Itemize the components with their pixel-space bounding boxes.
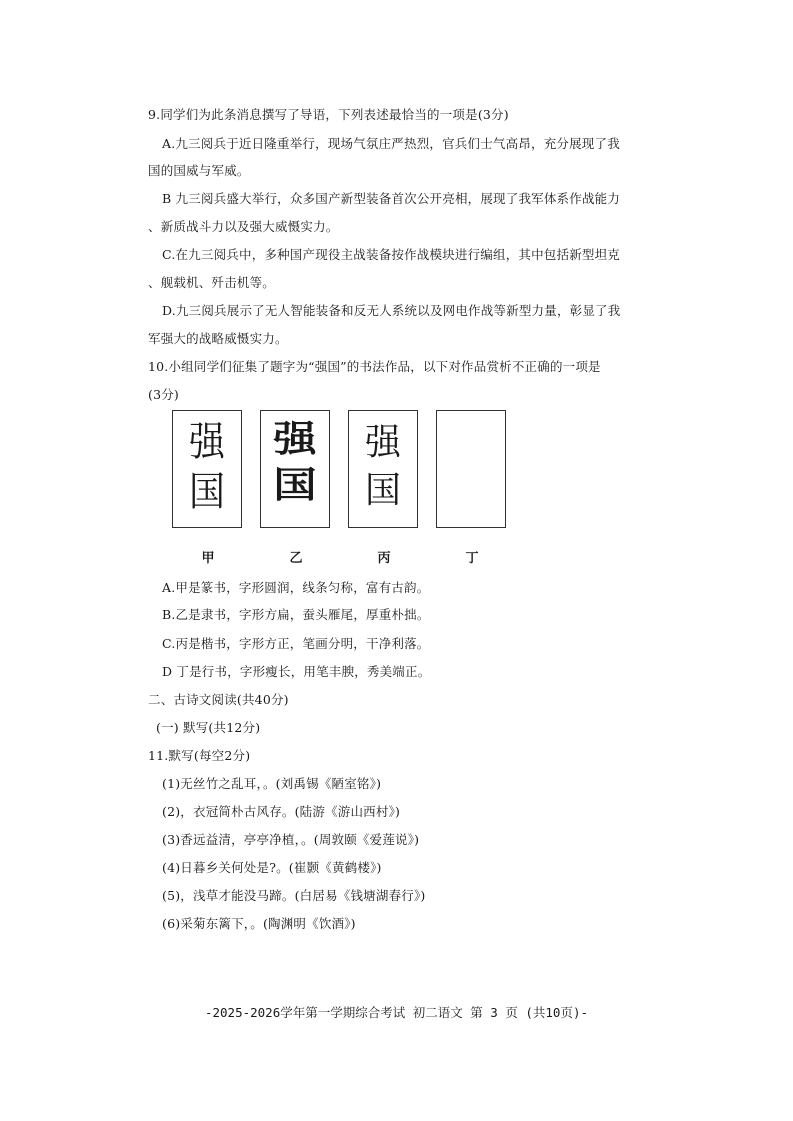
q11-item-1: (1)无丝竹之乱耳，。(刘禹锡《陋室铭》) — [162, 776, 382, 791]
q11-stem: 11.默写(每空2分) — [148, 748, 251, 763]
caption-yi: 乙 — [289, 551, 303, 566]
q10-option-c: C.丙是楷书，字形方正，笔画分明，干净利落。 — [162, 636, 430, 651]
calligraphy-card-bing — [348, 410, 418, 528]
q9-option-a-line1: A.九三阅兵于近日隆重举行，现场气氛庄严热烈，官兵们士气高昂，充分展现了我 — [162, 136, 620, 151]
section-title: 二、古诗文阅读(共40分) — [148, 692, 289, 707]
page-footer: -2025-2026学年第一学期综合考试 初二语文 第 3 页 (共10页)- — [204, 1005, 589, 1020]
q9-option-c-line2: 、舰载机、歼击机等。 — [148, 275, 276, 290]
card-bing-char2: 国 — [364, 470, 401, 511]
q10-option-d: D 丁是行书，字形瘦长，用笔丰腴，秀美端正。 — [162, 664, 431, 679]
caption-ding: 丁 — [465, 551, 479, 566]
q11-item-3: (3)香远益清，亭亭净植，。(周敦颐《爱莲说》) — [162, 832, 420, 847]
calligraphy-card-jia — [172, 410, 242, 528]
q9-option-d-line2: 军强大的战略威慑实力。 — [148, 331, 288, 346]
q9-option-a-line2: 国的国威与军威。 — [148, 163, 250, 178]
card-bing-char1: 强 — [364, 422, 401, 463]
calligraphy-card-ding — [436, 410, 506, 528]
q11-item-4: (4)日暮乡关何处是?。(崔颢《黄鹤楼》) — [162, 860, 382, 875]
q9-option-c-line1: C.在九三阅兵中，多种国产现役主战装备按作战模块进行编组，其中包括新型坦克 — [162, 247, 620, 262]
q10-stem-line2: (3分) — [148, 387, 180, 402]
card-jia-char1: 强 — [188, 419, 225, 465]
q10-option-b: B.乙是隶书，字形方扁，蚕头雁尾，厚重朴拙。 — [162, 607, 430, 622]
q10-stem-line1: 10.小组同学们征集了题字为“强国”的书法作品，以下对作品赏析不正确的一项是 — [148, 359, 601, 374]
q9-option-b-line1: B 九三阅兵盛大举行，众多国产新型装备首次公开亮相，展现了我军体系作战能力 — [162, 191, 621, 206]
q9-stem: 9.同学们为此条消息撰写了导语，下列表述最恰当的一项是(3分) — [148, 107, 509, 122]
calligraphy-card-yi — [260, 410, 330, 528]
subsection-title: (一) 默写(共12分) — [156, 720, 261, 735]
q11-item-2: (2)，衣冠简朴古风存。(陆游《游山西村》) — [162, 804, 401, 819]
caption-bing: 丙 — [377, 551, 391, 566]
q11-item-5: (5)，浅草才能没马蹄。(白居易《钱塘湖春行》) — [162, 888, 426, 903]
calligraphy-samples — [170, 410, 510, 535]
caption-jia: 甲 — [201, 551, 215, 566]
q11-item-6: (6)采菊东篱下，。(陶渊明《饮酒》) — [162, 916, 356, 931]
q9-option-d-line1: D.九三阅兵展示了无人智能装备和反无人系统以及网电作战等新型力量，彰显了我 — [162, 303, 621, 318]
card-yi-char2: 国 — [273, 464, 317, 506]
card-jia-char2: 国 — [188, 469, 225, 515]
q9-option-b-line2: 、新质战斗力以及强大威慑实力。 — [148, 219, 339, 234]
q10-option-a: A.甲是篆书，字形圆润，线条匀称，富有古韵。 — [162, 580, 430, 595]
card-yi-char1: 强 — [273, 418, 317, 460]
